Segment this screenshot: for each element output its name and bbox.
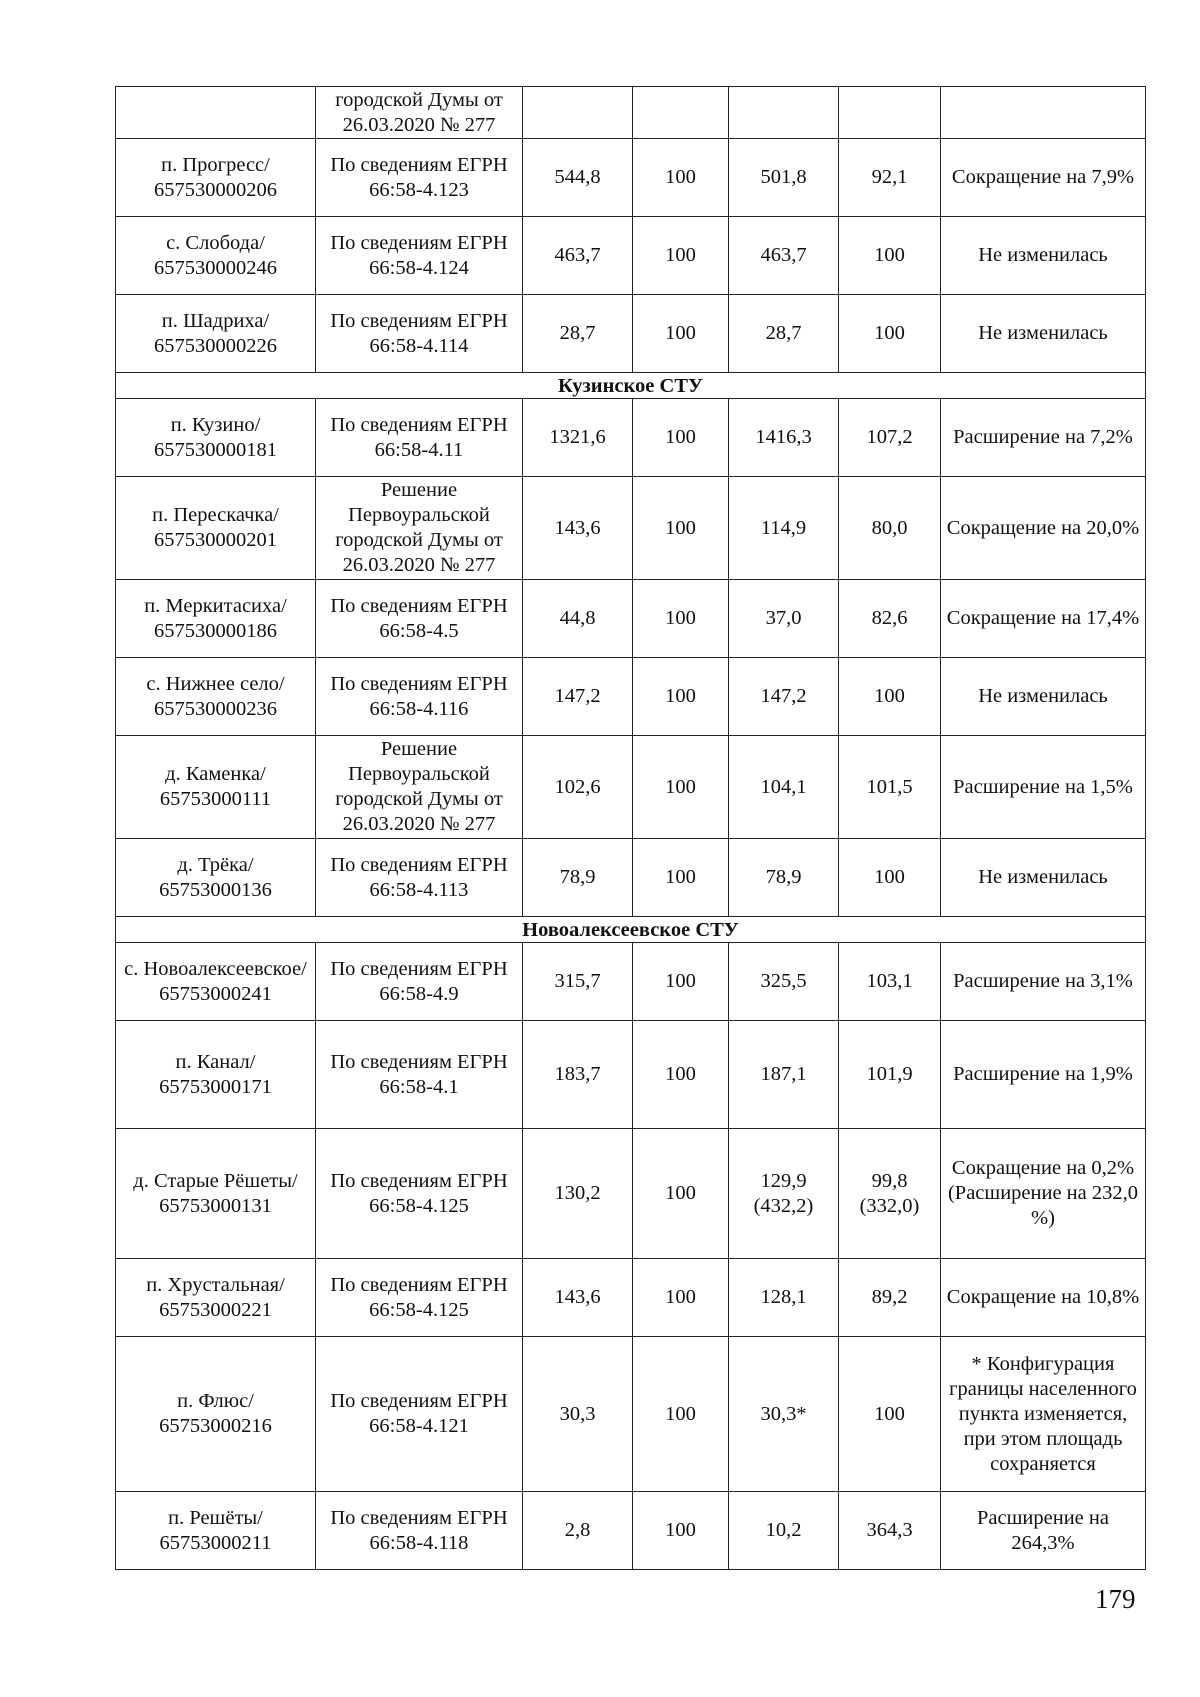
cell-area-old: 143,6 bbox=[523, 477, 633, 580]
cell-pct-new: 92,1 bbox=[839, 139, 941, 217]
cell-area-old: 315,7 bbox=[523, 943, 633, 1021]
cell-name: д. Каменка/ 65753000111 bbox=[116, 736, 316, 839]
cell-name: п. Перескачка/ 657530000201 bbox=[116, 477, 316, 580]
cell-change: Сокращение на 17,4% bbox=[941, 580, 1146, 658]
cell-area-new: 37,0 bbox=[729, 580, 839, 658]
table-row bbox=[116, 658, 1146, 736]
table-row bbox=[116, 1492, 1146, 1570]
table-row-continued bbox=[116, 87, 1146, 139]
cell-change: Расширение на 264,3% bbox=[941, 1492, 1146, 1570]
cell-area-new: 147,2 bbox=[729, 658, 839, 736]
table-row bbox=[116, 477, 1146, 580]
table-row bbox=[116, 399, 1146, 477]
cell-name: с. Слобода/ 657530000246 bbox=[116, 217, 316, 295]
cell-change bbox=[941, 87, 1146, 139]
cell-area-old: 130,2 bbox=[523, 1129, 633, 1259]
cell-pct-old bbox=[633, 87, 729, 139]
table-row bbox=[116, 295, 1146, 373]
cell-pct-new: 100 bbox=[839, 839, 941, 917]
cell-pct-old: 100 bbox=[633, 217, 729, 295]
table-row bbox=[116, 1337, 1146, 1492]
cell-change: Не изменилась bbox=[941, 658, 1146, 736]
cell-area-old: 1321,6 bbox=[523, 399, 633, 477]
cell-pct-new: 80,0 bbox=[839, 477, 941, 580]
cell-area-new: 1416,3 bbox=[729, 399, 839, 477]
cell-name: п. Канал/ 65753000171 bbox=[116, 1021, 316, 1129]
cell-basis: По сведениям ЕГРН 66:58-4.123 bbox=[316, 139, 523, 217]
cell-basis: городской Думы от 26.03.2020 № 277 bbox=[316, 87, 523, 139]
cell-area-old: 183,7 bbox=[523, 1021, 633, 1129]
table-row bbox=[116, 943, 1146, 1021]
cell-change: Сокращение на 0,2% (Расширение на 232,0 %) bbox=[941, 1129, 1146, 1259]
cell-area-new: 325,5 bbox=[729, 943, 839, 1021]
table-row bbox=[116, 580, 1146, 658]
cell-area-old: 2,8 bbox=[523, 1492, 633, 1570]
cell-pct-old: 100 bbox=[633, 399, 729, 477]
cell-change: Расширение на 7,2% bbox=[941, 399, 1146, 477]
cell-area-new: 114,9 bbox=[729, 477, 839, 580]
cell-pct-old: 100 bbox=[633, 736, 729, 839]
cell-change: Расширение на 3,1% bbox=[941, 943, 1146, 1021]
cell-basis: По сведениям ЕГРН 66:58-4.1 bbox=[316, 1021, 523, 1129]
cell-area-new: 78,9 bbox=[729, 839, 839, 917]
cell-pct-old: 100 bbox=[633, 1337, 729, 1492]
cell-change: Сокращение на 10,8% bbox=[941, 1259, 1146, 1337]
cell-area-old: 147,2 bbox=[523, 658, 633, 736]
cell-name: с. Новоалексеевское/ 65753000241 bbox=[116, 943, 316, 1021]
cell-pct-new: 100 bbox=[839, 658, 941, 736]
cell-name: п. Прогресс/ 657530000206 bbox=[116, 139, 316, 217]
table-row bbox=[116, 1259, 1146, 1337]
section-title: Новоалексеевское СТУ bbox=[116, 917, 1146, 943]
cell-basis: По сведениям ЕГРН 66:58-4.116 bbox=[316, 658, 523, 736]
cell-name bbox=[116, 87, 316, 139]
cell-name: п. Меркитасиха/ 657530000186 bbox=[116, 580, 316, 658]
cell-name: п. Хрустальная/ 65753000221 bbox=[116, 1259, 316, 1337]
cell-basis: По сведениям ЕГРН 66:58-4.118 bbox=[316, 1492, 523, 1570]
cell-pct-old: 100 bbox=[633, 477, 729, 580]
cell-basis: По сведениям ЕГРН 66:58-4.5 bbox=[316, 580, 523, 658]
cell-area-new: 187,1 bbox=[729, 1021, 839, 1129]
cell-change: * Конфигурация границы населенного пункта изменяется, при этом площадь сохраняется bbox=[941, 1337, 1146, 1492]
cell-basis: По сведениям ЕГРН 66:58-4.121 bbox=[316, 1337, 523, 1492]
cell-pct-old: 100 bbox=[633, 139, 729, 217]
cell-name: п. Флюс/ 65753000216 bbox=[116, 1337, 316, 1492]
cell-basis: По сведениям ЕГРН 66:58-4.113 bbox=[316, 839, 523, 917]
cell-basis: По сведениям ЕГРН 66:58-4.114 bbox=[316, 295, 523, 373]
cell-pct-new: 100 bbox=[839, 295, 941, 373]
cell-pct-old: 100 bbox=[633, 839, 729, 917]
cell-pct-new: 100 bbox=[839, 1337, 941, 1492]
cell-basis: По сведениям ЕГРН 66:58-4.125 bbox=[316, 1129, 523, 1259]
cell-area-old: 78,9 bbox=[523, 839, 633, 917]
cell-area-new: 501,8 bbox=[729, 139, 839, 217]
cell-name: д. Трёка/ 65753000136 bbox=[116, 839, 316, 917]
cell-pct-new: 101,9 bbox=[839, 1021, 941, 1129]
cell-pct-new: 101,5 bbox=[839, 736, 941, 839]
section-header-row bbox=[116, 917, 1146, 943]
cell-area-old: 30,3 bbox=[523, 1337, 633, 1492]
cell-pct-new: 107,2 bbox=[839, 399, 941, 477]
cell-area-old: 28,7 bbox=[523, 295, 633, 373]
cell-name: д. Старые Рёшеты/ 65753000131 bbox=[116, 1129, 316, 1259]
cell-change: Расширение на 1,5% bbox=[941, 736, 1146, 839]
cell-change: Сокращение на 20,0% bbox=[941, 477, 1146, 580]
cell-basis: Решение Первоуральской городской Думы от 26.03.2020 № 277 bbox=[316, 736, 523, 839]
cell-pct-new: 364,3 bbox=[839, 1492, 941, 1570]
cell-area-old: 143,6 bbox=[523, 1259, 633, 1337]
cell-basis: По сведениям ЕГРН 66:58-4.9 bbox=[316, 943, 523, 1021]
cell-pct-new: 103,1 bbox=[839, 943, 941, 1021]
cell-pct-old: 100 bbox=[633, 1021, 729, 1129]
cell-area-old: 102,6 bbox=[523, 736, 633, 839]
cell-pct-old: 100 bbox=[633, 580, 729, 658]
table-row bbox=[116, 1129, 1146, 1259]
cell-pct-old: 100 bbox=[633, 1259, 729, 1337]
settlements-table bbox=[115, 86, 1146, 1570]
cell-pct-new: 89,2 bbox=[839, 1259, 941, 1337]
cell-area-new bbox=[729, 87, 839, 139]
cell-area-old: 544,8 bbox=[523, 139, 633, 217]
cell-change: Сокращение на 7,9% bbox=[941, 139, 1146, 217]
section-title: Кузинское СТУ bbox=[116, 373, 1146, 399]
cell-pct-old: 100 bbox=[633, 1129, 729, 1259]
page-number: 179 bbox=[1095, 1584, 1136, 1614]
table-row bbox=[116, 217, 1146, 295]
cell-name: п. Шадриха/ 657530000226 bbox=[116, 295, 316, 373]
cell-area-new: 28,7 bbox=[729, 295, 839, 373]
cell-basis: По сведениям ЕГРН 66:58-4.125 bbox=[316, 1259, 523, 1337]
table-row bbox=[116, 1021, 1146, 1129]
cell-name: п. Решёты/ 65753000211 bbox=[116, 1492, 316, 1570]
cell-pct-old: 100 bbox=[633, 1492, 729, 1570]
table-row bbox=[116, 736, 1146, 839]
cell-pct-new: 82,6 bbox=[839, 580, 941, 658]
cell-area-new: 128,1 bbox=[729, 1259, 839, 1337]
cell-change: Не изменилась bbox=[941, 839, 1146, 917]
cell-change: Не изменилась bbox=[941, 295, 1146, 373]
cell-pct-new bbox=[839, 87, 941, 139]
cell-pct-old: 100 bbox=[633, 295, 729, 373]
cell-pct-new: 99,8 (332,0) bbox=[839, 1129, 941, 1259]
cell-pct-old: 100 bbox=[633, 658, 729, 736]
cell-pct-old: 100 bbox=[633, 943, 729, 1021]
cell-area-old: 44,8 bbox=[523, 580, 633, 658]
cell-basis: По сведениям ЕГРН 66:58-4.11 bbox=[316, 399, 523, 477]
cell-area-old bbox=[523, 87, 633, 139]
cell-area-new: 463,7 bbox=[729, 217, 839, 295]
cell-basis: По сведениям ЕГРН 66:58-4.124 bbox=[316, 217, 523, 295]
cell-area-new: 129,9 (432,2) bbox=[729, 1129, 839, 1259]
cell-area-new: 10,2 bbox=[729, 1492, 839, 1570]
cell-pct-new: 100 bbox=[839, 217, 941, 295]
cell-change: Расширение на 1,9% bbox=[941, 1021, 1146, 1129]
cell-name: с. Нижнее село/ 657530000236 bbox=[116, 658, 316, 736]
cell-area-new: 104,1 bbox=[729, 736, 839, 839]
cell-area-old: 463,7 bbox=[523, 217, 633, 295]
cell-area-new: 30,3* bbox=[729, 1337, 839, 1492]
cell-basis: Решение Первоуральской городской Думы от 26.03.2020 № 277 bbox=[316, 477, 523, 580]
section-header-row bbox=[116, 373, 1146, 399]
cell-change: Не изменилась bbox=[941, 217, 1146, 295]
table-row bbox=[116, 839, 1146, 917]
table-row bbox=[116, 139, 1146, 217]
cell-name: п. Кузино/ 657530000181 bbox=[116, 399, 316, 477]
